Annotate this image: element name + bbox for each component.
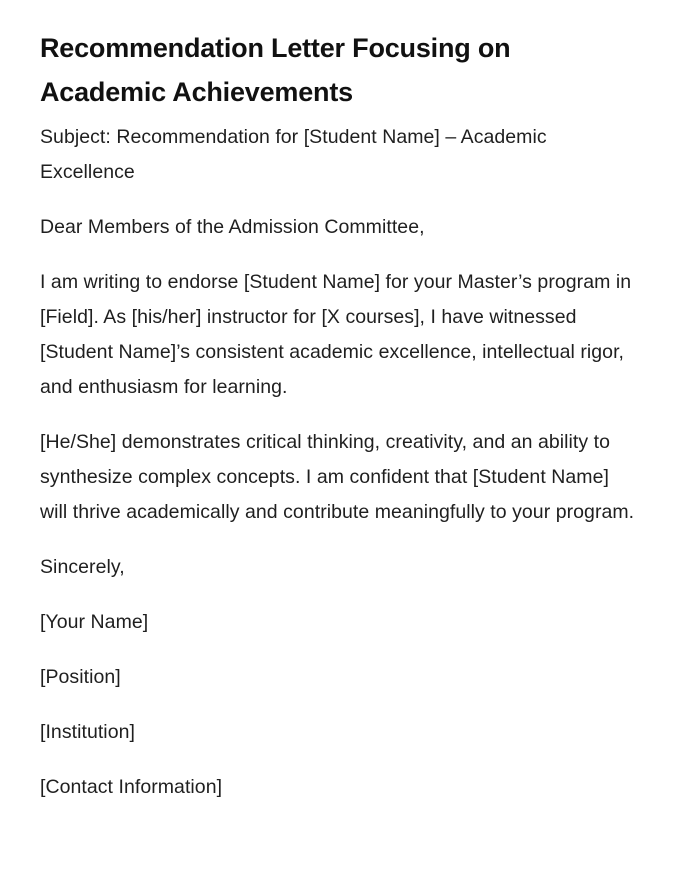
body-paragraph-1: I am writing to endorse [Student Name] for your Master’s program in [Field]. As [his/her] instructor for [X courses], I have witnessed [Student Name]’s consistent academic excellence, intellectual rigor, and enthusiasm for learning. — [40, 271, 632, 398]
signature-institution: [Institution] — [40, 721, 135, 743]
page-title: Recommendation Letter Focusing on Academic Achievements — [40, 33, 511, 107]
body-paragraph-2: [He/She] demonstrates critical thinking, creativity, and an ability to synthesize complex concepts. I am confident that [Student Name] will thrive academically and contribute meaningfully to your program. — [40, 431, 635, 523]
salutation: Dear Members of the Admission Committee, — [40, 216, 425, 238]
subject-line: Subject: Recommendation for [Student Name] – Academic Excellence — [40, 126, 547, 183]
signature-name: [Your Name] — [40, 611, 149, 633]
signature-contact: [Contact Information] — [40, 776, 223, 798]
signature-position: [Position] — [40, 666, 121, 688]
closing-salutation: Sincerely, — [40, 556, 125, 578]
letter-body — [40, 120, 640, 805]
